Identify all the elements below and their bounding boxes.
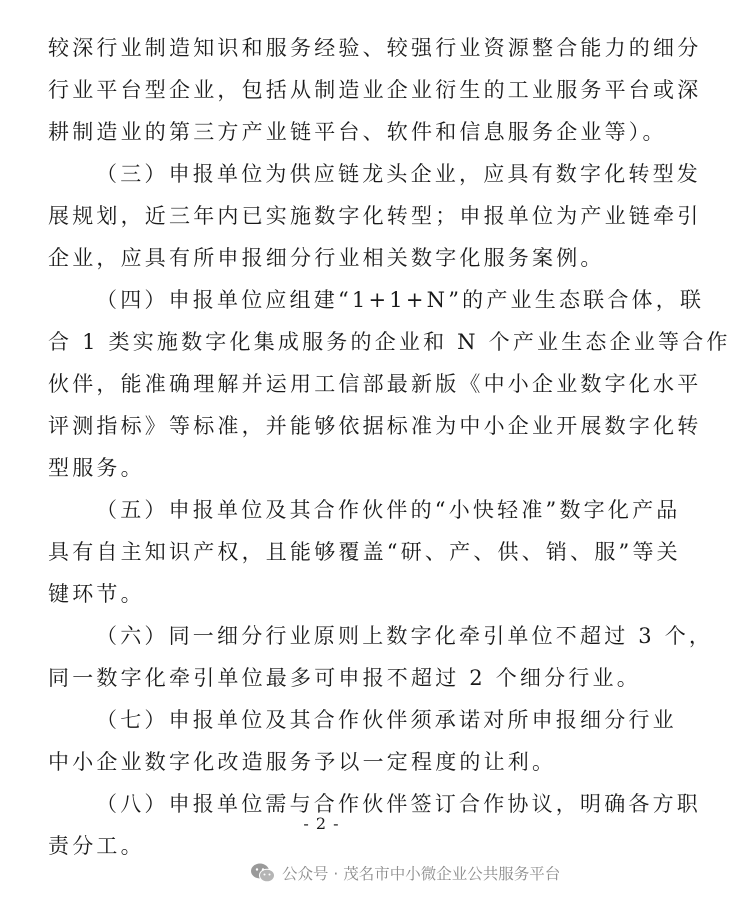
body-text-line: 具有自主知识产权，且能够覆盖“研、产、供、销、服”等关	[48, 540, 681, 564]
paragraph-6-start: （六）同一细分行业原则上数字化牵引单位不超过 3 个，	[96, 624, 714, 648]
body-text-line: 评测指标》等标准，并能够依据标准为中小企业开展数字化转	[48, 414, 702, 438]
body-text-line: 企业，应具有所申报细分行业相关数字化服务案例。	[48, 246, 605, 270]
body-text-line: 行业平台型企业，包括从制造业企业衍生的工业服务平台或深	[48, 78, 702, 102]
body-text-line: 展规划，近三年内已实施数字化转型；申报单位为产业链牵引	[48, 204, 702, 228]
watermark	[250, 858, 560, 888]
body-text-line: 耕制造业的第三方产业链平台、软件和信息服务企业等）。	[48, 120, 667, 144]
body-text-line: 伙伴，能准确理解并运用工信部最新版《中小企业数字化水平	[48, 372, 702, 396]
body-text-line: 同一数字化牵引单位最多可申报不超过 2 个细分行业。	[48, 666, 641, 690]
wechat-icon	[250, 862, 276, 884]
paragraph-4-start: （四）申报单位应组建“1+1+N”的产业生态联合体，联	[96, 288, 705, 312]
body-text-line: 责分工。	[48, 834, 145, 858]
paragraph-8-start: （八）申报单位需与合作伙伴签订合作协议，明确各方职	[96, 792, 701, 816]
body-text-line: 中小企业数字化改造服务予以一定程度的让利。	[48, 750, 557, 774]
body-text-line: 型服务。	[48, 456, 145, 480]
body-text-line: 较深行业制造知识和服务经验、较强行业资源整合能力的细分	[48, 36, 702, 60]
paragraph-7-start: （七）申报单位及其合作伙伴须承诺对所申报细分行业	[96, 708, 677, 732]
watermark-text: 公众号 · 茂名市中小微企业公共服务平台	[282, 865, 561, 883]
body-text-line: 键环节。	[48, 582, 145, 606]
paragraph-5-start: （五）申报单位及其合作伙伴的“小快轻准”数字化产品	[96, 498, 681, 522]
page-number: - 2 -	[303, 814, 340, 833]
paragraph-3-start: （三）申报单位为供应链龙头企业，应具有数字化转型发	[96, 162, 701, 186]
body-text-line: 合 1 类实施数字化集成服务的企业和 N 个产业生态企业等合作	[48, 330, 731, 354]
